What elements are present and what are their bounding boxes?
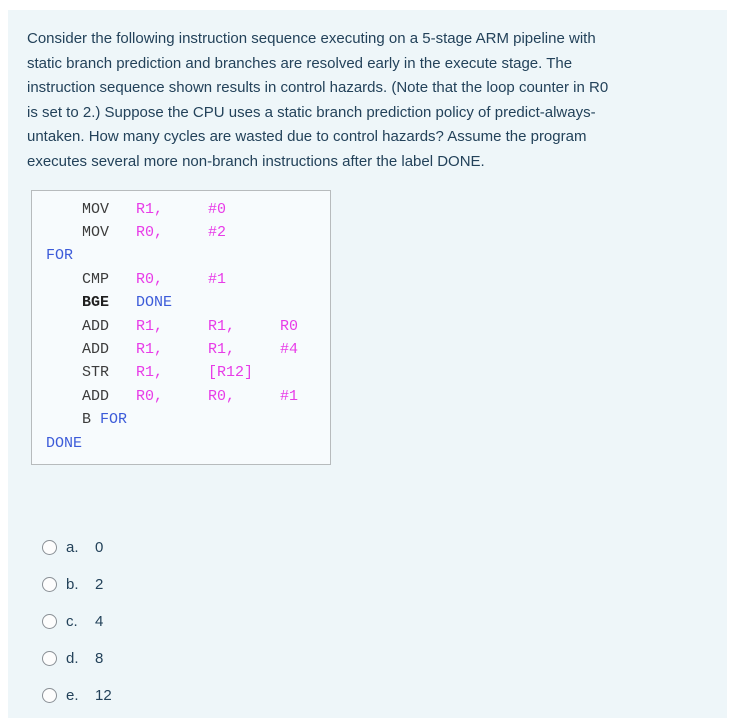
option-letter: e. — [66, 686, 79, 704]
code-line — [46, 338, 316, 361]
code-line — [46, 244, 316, 267]
option-radio[interactable] — [42, 688, 57, 703]
code-token: ADD — [46, 341, 137, 358]
code-token: FOR — [100, 411, 128, 429]
option-letter: a. — [66, 538, 79, 556]
question-panel — [8, 10, 727, 718]
answer-option-a[interactable] — [42, 539, 707, 555]
question-text-line: is set to 2.) Suppose the CPU uses a static branch prediction policy of predict-always- — [27, 103, 596, 121]
question-text-line: Consider the following instruction sequence executing on a 5-stage ARM pipeline with — [27, 30, 596, 47]
code-line — [46, 361, 316, 384]
code-line — [46, 408, 316, 431]
code-token: ADD — [46, 317, 137, 335]
code-line — [46, 291, 316, 314]
code-token: MOV — [46, 200, 137, 218]
option-radio[interactable] — [42, 614, 57, 629]
code-token: R1, R1, R0 — [136, 317, 299, 335]
option-letter: c. — [66, 612, 78, 630]
code-token: B — [46, 411, 101, 429]
code-token: R1, [R12] — [136, 364, 254, 382]
option-radio[interactable] — [42, 651, 57, 666]
code-token: R0, #2 — [136, 223, 227, 241]
code-line — [46, 315, 316, 338]
option-value: 4 — [95, 612, 104, 630]
option-radio[interactable] — [42, 577, 57, 592]
option-letter: d. — [66, 649, 79, 667]
question-text-line: untaken. How many cycles are wasted due to control hazards? Assume the program — [27, 128, 587, 146]
answer-option-e[interactable] — [42, 687, 707, 703]
code-token: R0, #1 — [136, 270, 227, 288]
answer-options — [42, 539, 707, 703]
answer-option-b[interactable] — [42, 576, 707, 592]
code-token: R0, R0, #1 — [136, 387, 299, 405]
option-radio[interactable] — [42, 540, 57, 555]
code-token: BGE — [82, 294, 110, 312]
code-token: DONE — [46, 434, 83, 452]
code-token: CMP — [46, 270, 137, 288]
code-token: DONE — [136, 294, 173, 312]
code-token — [46, 294, 82, 311]
code-line — [46, 221, 316, 244]
option-value: 12 — [95, 686, 112, 704]
option-value: 0 — [95, 538, 104, 556]
code-line — [46, 385, 316, 408]
code-line — [46, 198, 316, 221]
question-text-line: executes several more non-branch instructions after the label DONE. — [27, 152, 485, 170]
code-line — [46, 268, 316, 291]
answer-option-d[interactable] — [42, 650, 707, 666]
question-text-line: instruction sequence shown results in control hazards. (Note that the loop counter in R0 — [27, 79, 609, 97]
code-line — [46, 432, 316, 455]
code-token — [109, 294, 136, 311]
answer-option-c[interactable] — [42, 613, 707, 629]
code-token: ADD — [46, 387, 137, 405]
code-block — [31, 190, 331, 465]
option-value: 2 — [95, 575, 104, 593]
question-text — [27, 27, 707, 175]
code-token: FOR — [46, 247, 74, 265]
code-token: R1, R1, #4 — [136, 341, 299, 358]
option-letter: b. — [66, 575, 79, 593]
option-value: 8 — [95, 649, 104, 667]
question-text-line: static branch prediction and branches are resolved early in the execute stage. The — [27, 54, 573, 72]
code-token: MOV — [46, 223, 137, 241]
code-token: STR — [46, 364, 137, 382]
code-token: R1, #0 — [136, 200, 227, 218]
